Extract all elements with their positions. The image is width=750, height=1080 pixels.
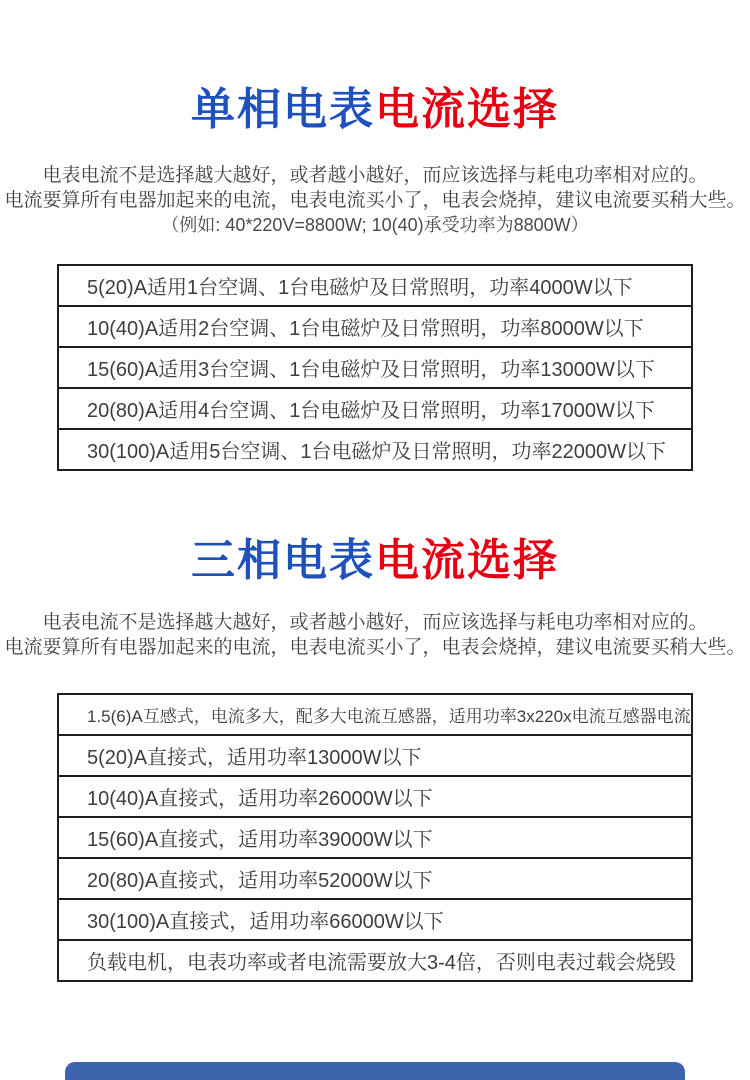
section1-current-table — [57, 264, 693, 471]
section2-title — [0, 537, 750, 585]
table-row: 30(100)A适用5台空调、1台电磁炉及日常照明，功率22000W以下 — [59, 428, 691, 469]
section1-intro — [0, 163, 750, 238]
section1-title — [0, 0, 750, 134]
table-row: 10(40)A直接式，适用功率26000W以下 — [59, 775, 691, 816]
section1-intro-example: （例如: 40*220V=8800W; 10(40)承受功率为8800W） — [161, 215, 589, 235]
table-row: 10(40)A适用2台空调、1台电磁炉及日常照明，功率8000W以下 — [59, 305, 691, 346]
section1-intro-line: 电表电流不是选择越大越好，或者越小越好，而应该选择与耗电功率相对应的。 — [42, 165, 708, 186]
section2-intro-line: 电表电流不是选择越大越好，或者越小越好，而应该选择与耗电功率相对应的。 — [42, 612, 708, 633]
section1-intro-line: 电流要算所有电器加起来的电流，电表电流买小了，电表会烧掉，建议电流要买稍大些。 — [4, 190, 746, 211]
section1-title-blue-part: 单相电表 — [191, 85, 375, 134]
table-row: 5(20)A直接式，适用功率13000W以下 — [59, 734, 691, 775]
section2-intro-line: 电流要算所有电器加起来的电流，电表电流买小了，电表会烧掉，建议电流要买稍大些。 — [4, 637, 746, 658]
section2-current-table — [57, 693, 693, 982]
next-section-header-peek — [65, 1062, 685, 1080]
table-row: 15(60)A直接式，适用功率39000W以下 — [59, 816, 691, 857]
table-row: 20(80)A直接式，适用功率52000W以下 — [59, 857, 691, 898]
section2-title-blue-part: 三相电表 — [191, 536, 375, 585]
table-row: 30(100)A直接式，适用功率66000W以下 — [59, 898, 691, 939]
table-row: 20(80)A适用4台空调、1台电磁炉及日常照明，功率17000W以下 — [59, 387, 691, 428]
section1-title-red-part: 电流选择 — [375, 85, 559, 134]
table-row: 5(20)A适用1台空调、1台电磁炉及日常照明，功率4000W以下 — [87, 277, 633, 299]
table-row: 负载电机，电表功率或者电流需要放大3-4倍，否则电表过载会烧毁 — [59, 939, 691, 980]
section2-title-red-part: 电流选择 — [375, 536, 559, 585]
table-row: 15(60)A适用3台空调、1台电磁炉及日常照明，功率13000W以下 — [59, 346, 691, 387]
section2-intro — [0, 610, 750, 660]
table-row: 1.5(6)A互感式，电流多大，配多大电流互感器，适用功率3x220x电流互感器电流 — [87, 707, 691, 726]
